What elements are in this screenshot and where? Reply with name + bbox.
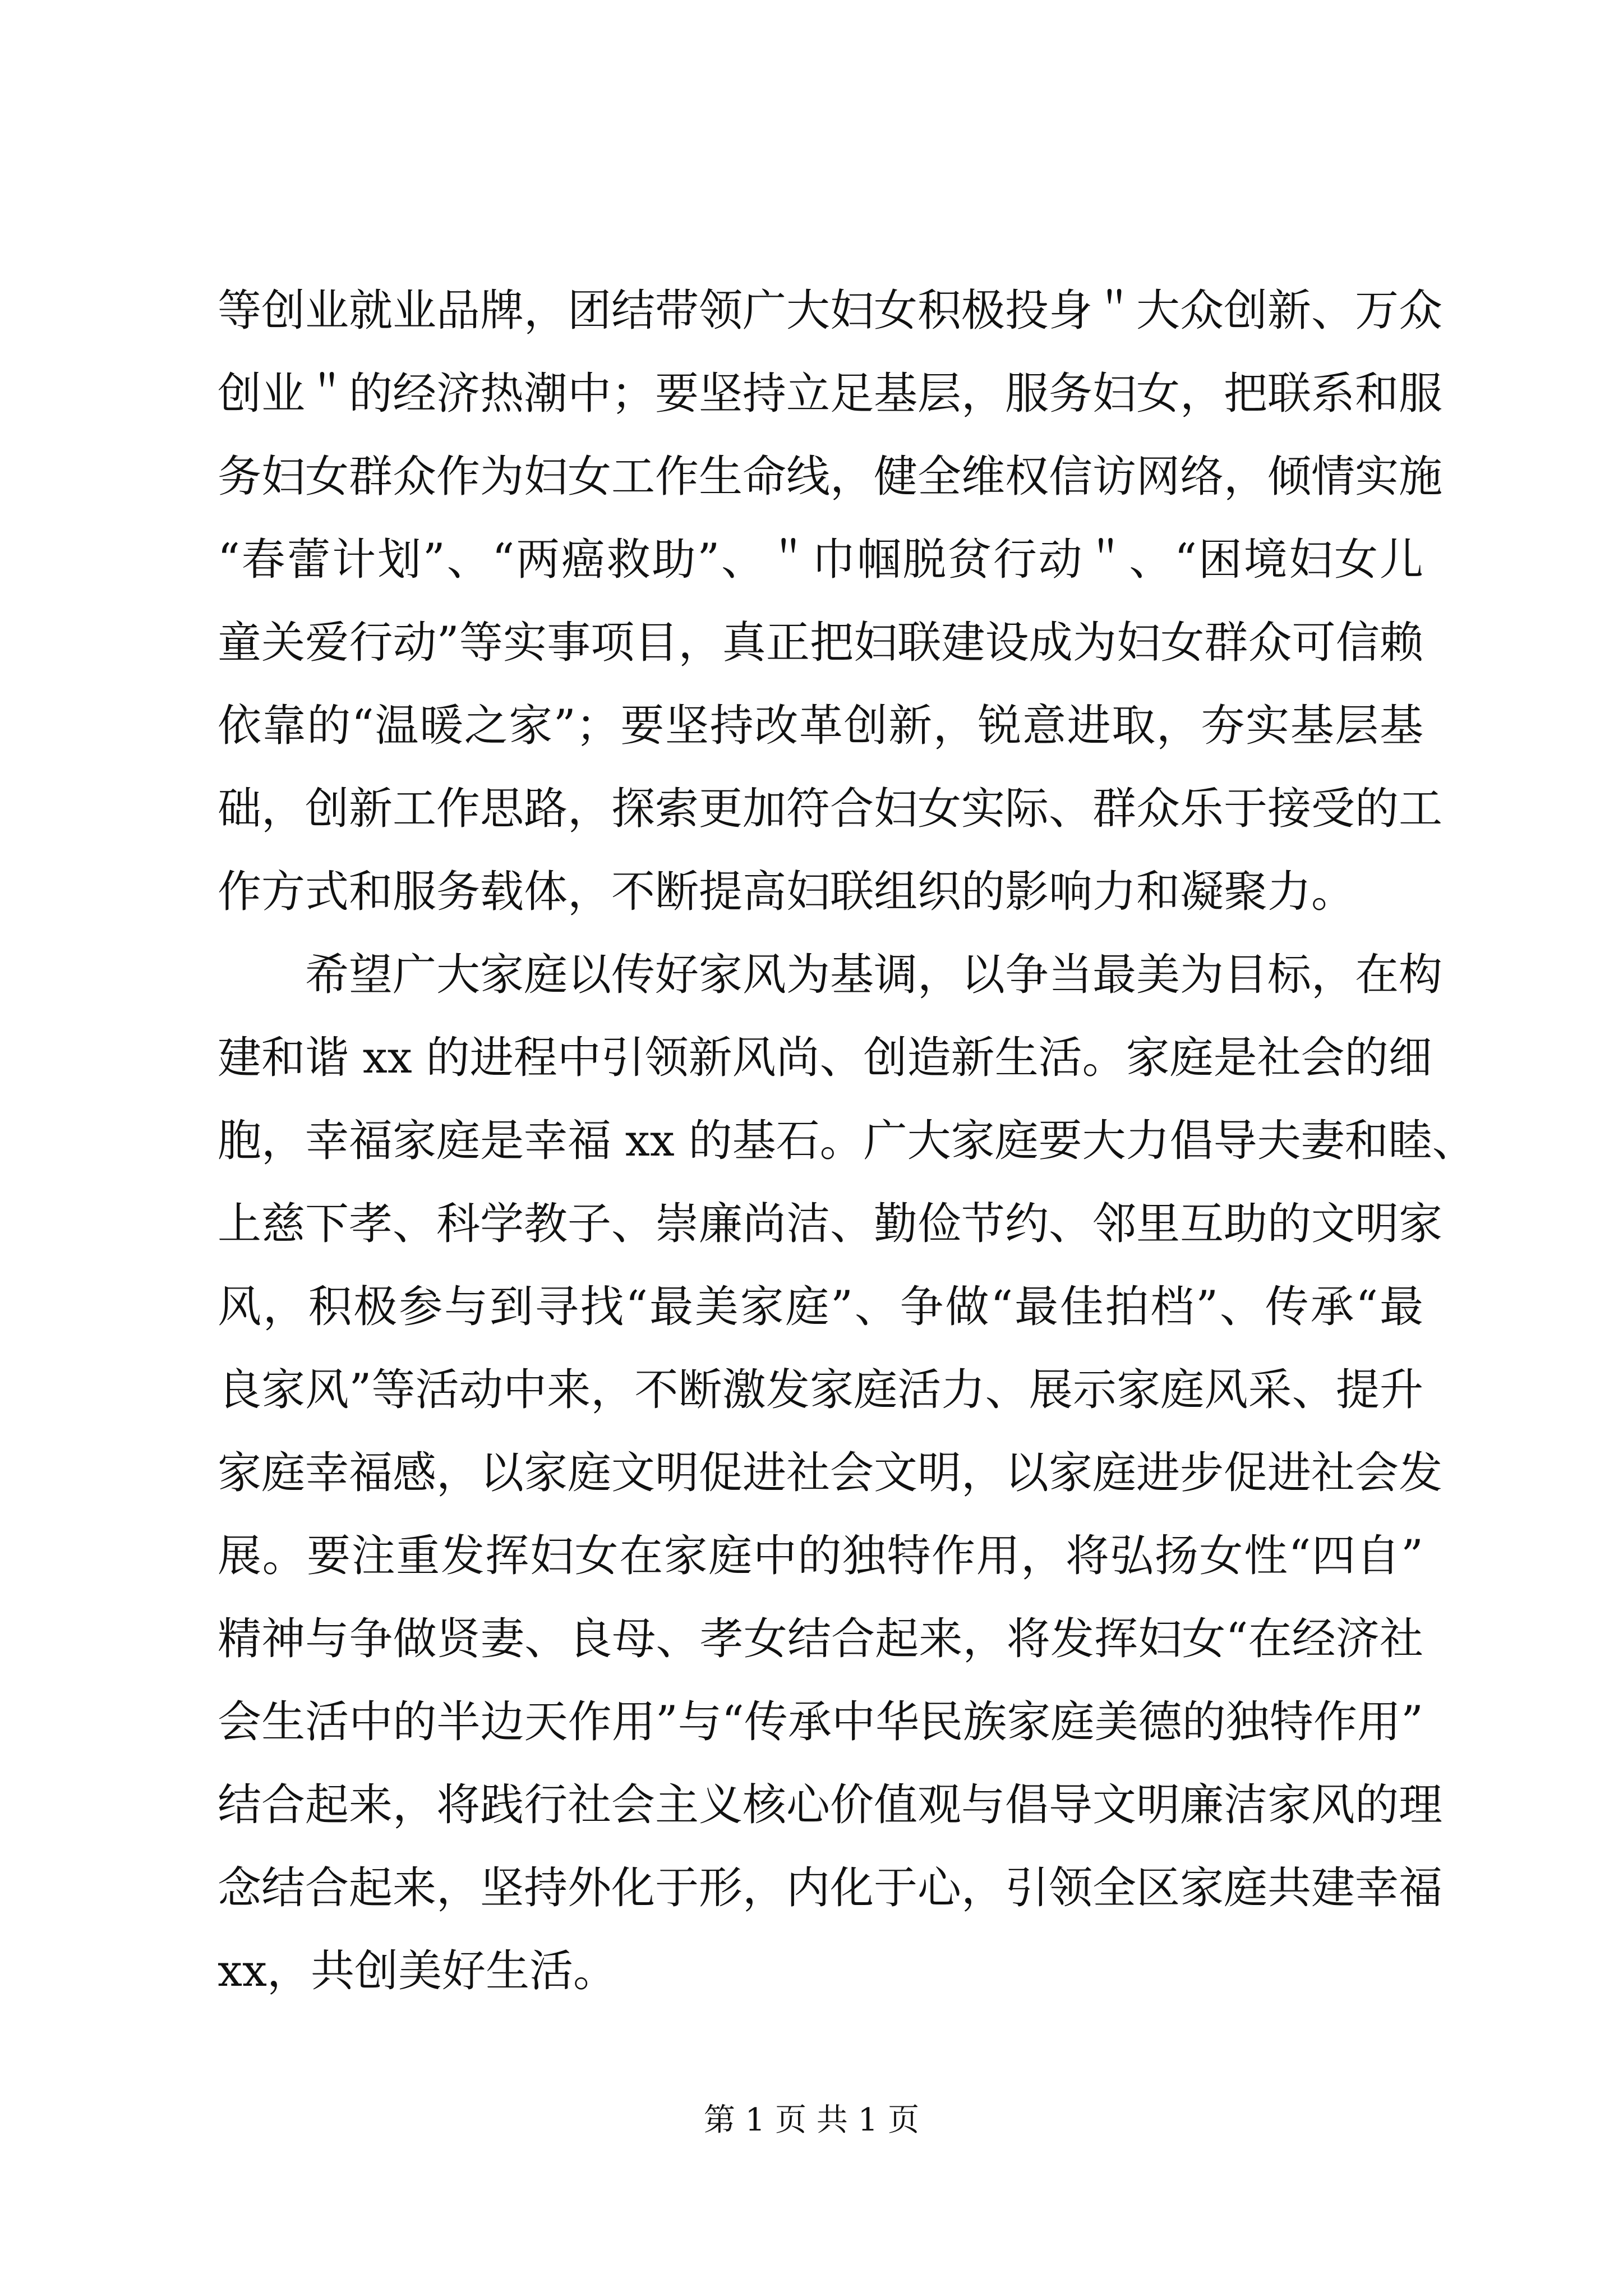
page-footer: 第 1 页 共 1 页 [703, 2102, 920, 2138]
paragraph-first-line: 希望广大家庭以传好家风为基调，以争当最美为目标，在构 [305, 950, 1443, 1000]
text-line: “春蕾计划”、“两癌救助”、＂巾帼脱贫行动＂、“困境妇女儿 [218, 535, 1423, 585]
text-line: 结合起来，将践行社会主义核心价值观与倡导文明廉洁家风的理 [218, 1780, 1443, 1830]
text-line: 务妇女群众作为妇女工作生命线，健全维权信访网络，倾情实施 [218, 452, 1443, 502]
text-line: 作方式和服务载体，不断提高妇联组织的影响力和凝聚力。 [218, 867, 1355, 917]
text-line: 依靠的“温暖之家”；要坚持改革创新，锐意进取，夯实基层基 [218, 701, 1423, 751]
text-line: 精神与争做贤妻、良母、孝女结合起来，将发挥妇女“在经济社 [218, 1614, 1423, 1664]
text-line: 家庭幸福感，以家庭文明促进社会文明，以家庭进步促进社会发 [218, 1448, 1443, 1498]
text-line: 会生活中的半边天作用”与“传承中华民族家庭美德的独特作用” [218, 1697, 1423, 1747]
text-line: 础，创新工作思路，探索更加符合妇女实际、群众乐于接受的工 [218, 784, 1443, 834]
text-line: 上慈下孝、科学教子、崇廉尚洁、勤俭节约、邻里互助的文明家 [218, 1199, 1443, 1249]
text-line: 展。要注重发挥妇女在家庭中的独特作用，将弘扬女性“四自” [218, 1531, 1423, 1581]
text-line: 胞，幸福家庭是幸福 xx 的基石。广大家庭要大力倡导夫妻和睦、 [218, 1116, 1476, 1166]
text-line: xx，共创美好生活。 [218, 1946, 617, 1996]
text-line: 念结合起来，坚持外化于形，内化于心，引领全区家庭共建幸福 [218, 1863, 1443, 1913]
text-line: 良家风”等活动中来，不断激发家庭活力、展示家庭风采、提升 [218, 1365, 1423, 1415]
text-line: 等创业就业品牌，团结带领广大妇女积极投身＂大众创新、万众 [218, 286, 1443, 336]
text-line: 童关爱行动”等实事项目，真正把妇联建设成为妇女群众可信赖 [218, 618, 1423, 668]
document-body [218, 269, 1476, 2013]
text-line: 建和谐 xx 的进程中引领新风尚、创造新生活。家庭是社会的细 [218, 1033, 1432, 1083]
text-line: 创业＂的经济热潮中；要坚持立足基层，服务妇女，把联系和服 [218, 369, 1443, 419]
text-line: 风，积极参与到寻找“最美家庭”、争做“最佳拍档”、传承“最 [218, 1282, 1423, 1332]
